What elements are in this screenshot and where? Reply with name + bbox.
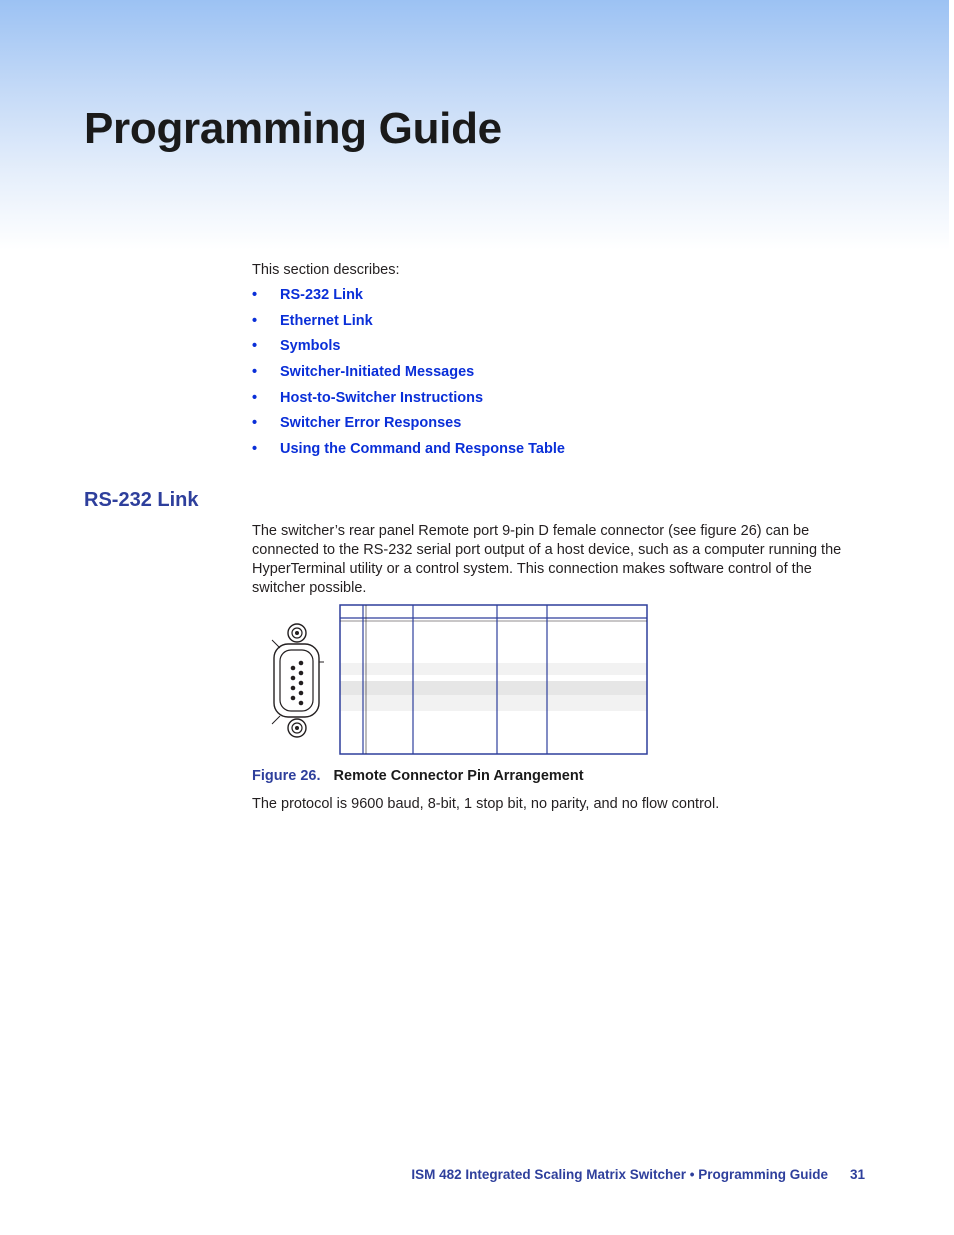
figure-number: Figure 26. xyxy=(252,768,321,784)
toc-item-error-responses xyxy=(252,415,565,441)
bullet: • xyxy=(252,338,258,355)
bullet: • xyxy=(252,441,258,458)
section-heading-rs232: RS-232 Link xyxy=(84,489,199,511)
toc-item-command-table xyxy=(252,441,565,467)
toc-link-rs232[interactable]: RS-232 Link xyxy=(280,287,363,303)
toc-item-host-instructions xyxy=(252,390,565,416)
bullet: • xyxy=(252,389,258,406)
toc-item-rs232 xyxy=(252,287,565,313)
figure-caption xyxy=(252,768,584,784)
protocol-description: The protocol is 9600 baud, 8-bit, 1 stop bit, no parity, and no flow control. xyxy=(252,796,720,812)
figure-title: Remote Connector Pin Arrangement xyxy=(333,768,584,784)
toc-link-error-responses[interactable]: Switcher Error Responses xyxy=(280,415,462,432)
toc-link-host-instructions[interactable]: Host-to-Switcher Instructions xyxy=(280,389,484,406)
bullet: • xyxy=(252,364,258,381)
rs232-description: The switcher’s rear panel Remote port 9-pin D female connector (see figure 26) can be connected to the RS-232 serial port output of a host device, such as a computer running the HyperTerminal utility or a control system. This connection makes software control of the switcher possible. xyxy=(252,523,842,596)
pin-table xyxy=(340,605,647,754)
toc-item-symbols xyxy=(252,338,565,364)
toc-link-symbols[interactable]: Symbols xyxy=(280,338,341,355)
connector-figure xyxy=(262,603,652,758)
toc-item-switcher-messages xyxy=(252,364,565,390)
page-footer xyxy=(411,1167,865,1182)
toc-link-ethernet[interactable]: Ethernet Link xyxy=(280,312,373,329)
page-number: 31 xyxy=(849,1167,865,1182)
toc-item-ethernet xyxy=(252,313,565,339)
d-sub-connector-icon xyxy=(272,624,324,737)
connector-diagram xyxy=(262,603,652,758)
toc-link-switcher-messages[interactable]: Switcher-Initiated Messages xyxy=(280,364,475,381)
bullet: • xyxy=(252,415,258,432)
bullet: • xyxy=(252,312,258,329)
page-title: Programming Guide xyxy=(84,104,502,153)
bullet: • xyxy=(252,287,258,303)
section-toc xyxy=(252,287,565,467)
toc-link-command-table[interactable]: Using the Command and Response Table xyxy=(280,441,565,458)
footer-doc-title: ISM 482 Integrated Scaling Matrix Switcher • Programming Guide xyxy=(411,1167,828,1182)
intro-text: This section describes: xyxy=(252,262,400,278)
